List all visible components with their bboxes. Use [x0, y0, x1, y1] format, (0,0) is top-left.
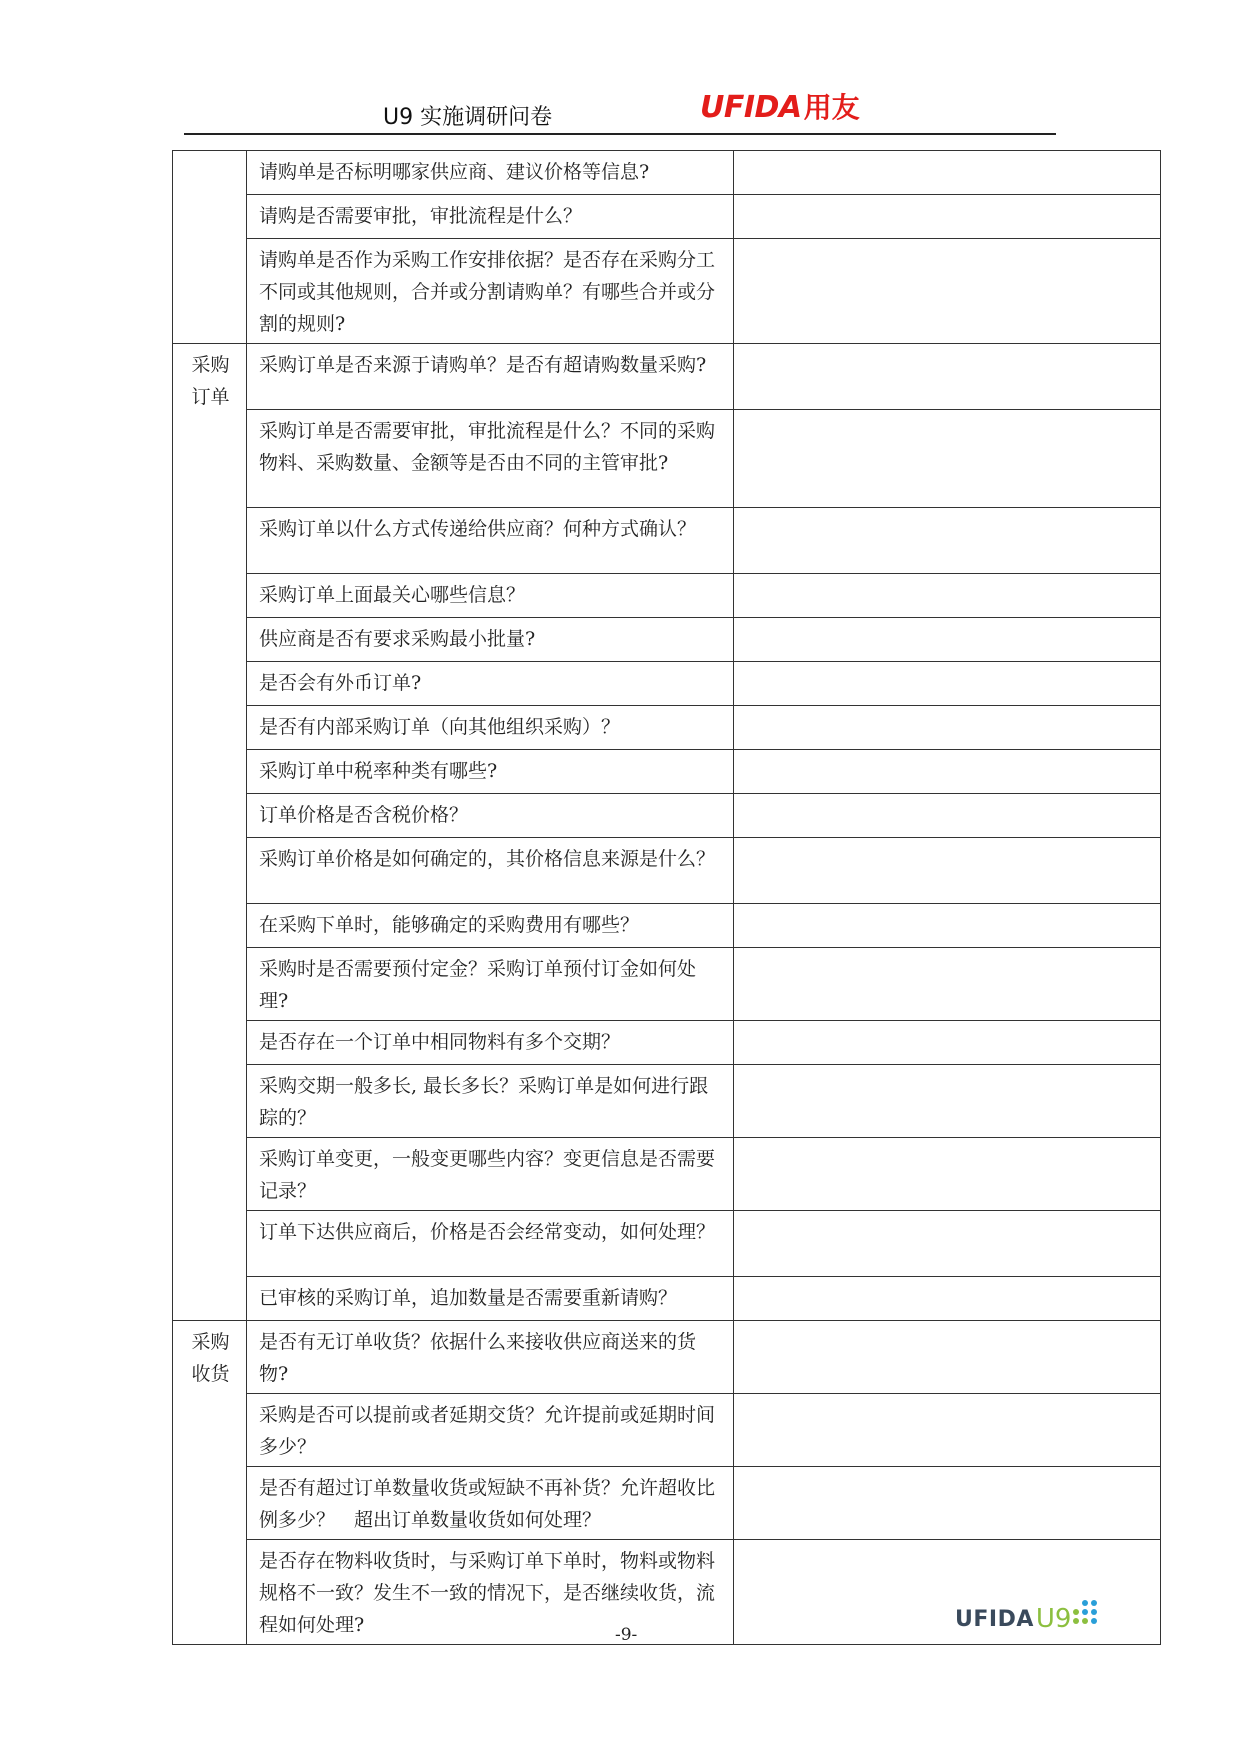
document-title: U9 实施调研问卷 [383, 105, 553, 130]
footer-logo-product: U9 [1035, 1604, 1072, 1634]
ufida-u9-logo [955, 1604, 1097, 1634]
question-cell: 请购单是否作为采购工作安排依据？是否存在采购分工不同或其他规则，合并或分割请购单？有哪些合并或分割的规则? [247, 239, 734, 344]
question-cell: 采购订单是否来源于请购单？是否有超请购数量采购? [247, 344, 734, 410]
question-cell: 采购订单以什么方式传递给供应商？何种方式确认？ [247, 508, 734, 574]
table-row [173, 151, 1161, 195]
answer-cell[interactable] [734, 344, 1161, 410]
answer-cell[interactable] [734, 1211, 1161, 1277]
table-row [173, 948, 1161, 1021]
header-divider [184, 133, 1056, 135]
table-row [173, 618, 1161, 662]
question-cell: 是否会有外币订单? [247, 662, 734, 706]
answer-cell[interactable] [734, 706, 1161, 750]
question-cell: 是否有无订单收货？依据什么来接收供应商送来的货物? [247, 1321, 734, 1394]
question-cell: 请购是否需要审批，审批流程是什么？ [247, 195, 734, 239]
question-cell: 在采购下单时，能够确定的采购费用有哪些？ [247, 904, 734, 948]
answer-cell[interactable] [734, 794, 1161, 838]
table-row [173, 1211, 1161, 1277]
table-row [173, 1467, 1161, 1540]
answer-cell[interactable] [734, 239, 1161, 344]
category-cell: 采购订单 [173, 344, 247, 1321]
category-cell: 采购收货 [173, 1321, 247, 1645]
answer-cell[interactable] [734, 508, 1161, 574]
table-row [173, 195, 1161, 239]
question-cell: 采购订单是否需要审批，审批流程是什么？不同的采购物料、采购数量、金额等是否由不同的主管审批? [247, 410, 734, 508]
answer-cell[interactable] [734, 1394, 1161, 1467]
table-row [173, 1065, 1161, 1138]
table-row [173, 1321, 1161, 1394]
answer-cell[interactable] [734, 904, 1161, 948]
question-cell: 采购订单上面最关心哪些信息？ [247, 574, 734, 618]
question-cell: 采购是否可以提前或者延期交货？允许提前或延期时间多少？ [247, 1394, 734, 1467]
answer-cell[interactable] [734, 195, 1161, 239]
table-row [173, 662, 1161, 706]
answer-cell[interactable] [734, 151, 1161, 195]
footer-logo-brand: UFIDA [955, 1606, 1034, 1632]
answer-cell[interactable] [734, 662, 1161, 706]
question-cell: 采购时是否需要预付定金？采购订单预付订金如何处理? [247, 948, 734, 1021]
answer-cell[interactable] [734, 750, 1161, 794]
table-row [173, 1277, 1161, 1321]
question-cell: 订单价格是否含税价格？ [247, 794, 734, 838]
answer-cell[interactable] [734, 618, 1161, 662]
category-cell [173, 151, 247, 344]
dots-icon [1073, 1600, 1097, 1624]
question-cell: 是否有内部采购订单（向其他组织采购）？ [247, 706, 734, 750]
answer-cell[interactable] [734, 838, 1161, 904]
question-cell: 是否有超过订单数量收货或短缺不再补货？允许超收比例多少？ 超出订单数量收货如何处理？ [247, 1467, 734, 1540]
table-row [173, 794, 1161, 838]
table-row [173, 410, 1161, 508]
question-cell: 请购单是否标明哪家供应商、建议价格等信息? [247, 151, 734, 195]
table-row [173, 574, 1161, 618]
table-row [173, 904, 1161, 948]
table-row [173, 838, 1161, 904]
page-number: -9- [615, 1625, 638, 1645]
table-row [173, 1138, 1161, 1211]
answer-cell[interactable] [734, 1277, 1161, 1321]
logo-brand-cn: 用友 [803, 91, 860, 124]
question-cell: 已审核的采购订单，追加数量是否需要重新请购？ [247, 1277, 734, 1321]
table-row [173, 344, 1161, 410]
table-row [173, 239, 1161, 344]
question-cell: 采购订单价格是如何确定的，其价格信息来源是什么？ [247, 838, 734, 904]
table-row [173, 1394, 1161, 1467]
ufida-logo [700, 86, 860, 126]
table-row [173, 706, 1161, 750]
table-row [173, 1021, 1161, 1065]
question-cell: 采购订单中税率种类有哪些? [247, 750, 734, 794]
answer-cell[interactable] [734, 410, 1161, 508]
answer-cell[interactable] [734, 574, 1161, 618]
question-cell: 采购交期一般多长, 最长多长？采购订单是如何进行跟踪的？ [247, 1065, 734, 1138]
question-cell: 供应商是否有要求采购最小批量? [247, 618, 734, 662]
answer-cell[interactable] [734, 1065, 1161, 1138]
answer-cell[interactable] [734, 948, 1161, 1021]
survey-table [172, 150, 1161, 1645]
answer-cell[interactable] [734, 1021, 1161, 1065]
question-cell: 订单下达供应商后，价格是否会经常变动，如何处理？ [247, 1211, 734, 1277]
answer-cell[interactable] [734, 1138, 1161, 1211]
question-cell: 采购订单变更，一般变更哪些内容？变更信息是否需要记录？ [247, 1138, 734, 1211]
logo-brand: UFIDA [700, 90, 802, 125]
table-row [173, 508, 1161, 574]
question-cell: 是否存在物料收货时，与采购订单下单时，物料或物料规格不一致？发生不一致的情况下，是否继续收货，流程如何处理? [247, 1540, 734, 1645]
answer-cell[interactable] [734, 1321, 1161, 1394]
table-row [173, 750, 1161, 794]
question-cell: 是否存在一个订单中相同物料有多个交期？ [247, 1021, 734, 1065]
answer-cell[interactable] [734, 1467, 1161, 1540]
